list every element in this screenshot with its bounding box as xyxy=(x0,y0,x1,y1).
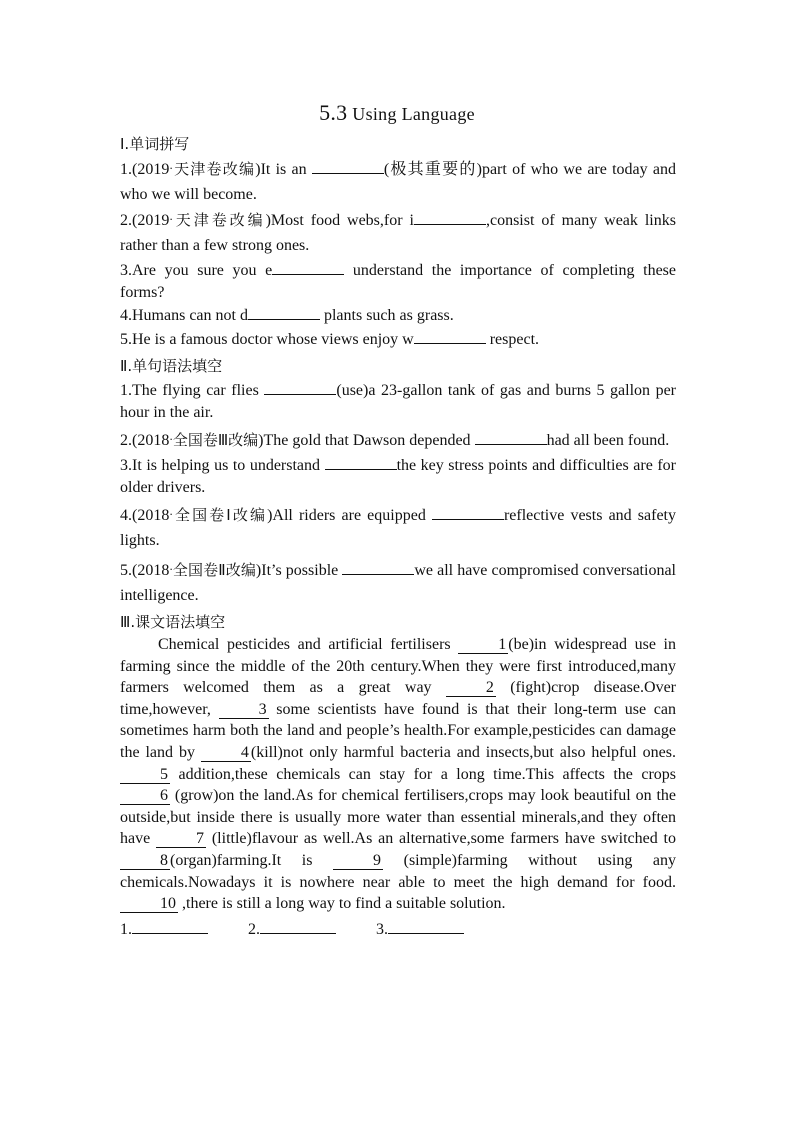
answer-blank[interactable] xyxy=(342,558,414,575)
answer-blank[interactable] xyxy=(260,917,336,934)
s1-question-3: 3.Are you sure you e understand the importance of completing these forms? xyxy=(120,258,676,303)
s1-question-5: 5.He is a famous doctor whose views enjoy w respect. xyxy=(120,327,676,351)
lesson-number: 5.3 xyxy=(319,100,348,125)
answer-line-2: 2. xyxy=(248,917,336,942)
s2-question-5: 5.(2018·全国卷Ⅱ改编)It’s possible we all have compromised conversational intelligence. xyxy=(120,557,676,608)
answer-blank[interactable] xyxy=(264,378,336,395)
page-title xyxy=(0,100,794,126)
cloze-blank-10[interactable]: 10 xyxy=(120,896,178,913)
answer-line-1: 1. xyxy=(120,917,208,942)
s2-question-2: 2.(2018·全国卷Ⅲ改编)The gold that Dawson depended had all been found. xyxy=(120,427,676,453)
cloze-blank-5[interactable]: 5 xyxy=(120,767,170,784)
s1-question-4: 4.Humans can not d plants such as grass. xyxy=(120,303,676,327)
s2-question-3: 3.It is helping us to understand the key stress points and difficulties are for older drivers. xyxy=(120,453,676,498)
cloze-blank-7[interactable]: 7 xyxy=(156,831,206,848)
s1-question-2: 2.(2019·天津卷改编)Most food webs,for i ,consist of many weak links rather than a few strong ones. xyxy=(120,207,676,258)
section2-heading: Ⅱ.单句语法填空 xyxy=(120,357,223,375)
answer-lines xyxy=(120,917,676,942)
answer-blank[interactable] xyxy=(414,327,486,344)
cloze-blank-1[interactable]: 1 xyxy=(458,637,508,654)
answer-blank[interactable] xyxy=(432,503,504,520)
worksheet-content xyxy=(120,132,676,942)
cloze-blank-6[interactable]: 6 xyxy=(120,788,170,805)
lesson-name: Using Language xyxy=(347,104,475,124)
cloze-blank-2[interactable]: 2 xyxy=(446,680,496,697)
answer-blank[interactable] xyxy=(325,453,397,470)
s1-question-1: 1.(2019·天津卷改编)It is an (极其重要的)part of who we are today and who we will become. xyxy=(120,156,676,207)
grammar-cloze-passage: Chemical pesticides and artificial fertilisers 1 (be)in widespread use in farming since the middle of the 20th century.When they were first introduced,many farmers welcomed them as a great way 2 (fight)crop disease.Over time,however, 3 some scientists have found is that their long-term use can sometimes harm both the land and people’s health.For example,pesticides can damage the land by 4 (kill)not only harmful bacteria and insects,but also helpful ones. 5 addition,these chemicals can stay for a long time.This affects the crops 6 (grow)on the land.As for chemical fertilisers,crops may look beautiful on the outside,but inside there is usually more water than essential minerals,and they often have 7 (little)flavour as well.As an alternative,some farmers have switched to 8 (organ)farming.It is 9 (simple)farming without using any chemicals.Nowadays it is nowhere near able to meet the high demand for food. 10 ,there is still a long way to find a suitable solution. xyxy=(120,636,677,913)
answer-blank[interactable] xyxy=(388,917,464,934)
answer-blank[interactable] xyxy=(272,258,344,275)
section3-heading: Ⅲ.课文语法填空 xyxy=(120,613,226,631)
cloze-blank-8[interactable]: 8 xyxy=(120,853,170,870)
answer-blank[interactable] xyxy=(475,428,547,445)
answer-blank[interactable] xyxy=(248,303,320,320)
answer-line-3: 3. xyxy=(376,917,464,942)
cloze-blank-9[interactable]: 9 xyxy=(333,853,383,870)
cloze-blank-4[interactable]: 4 xyxy=(201,745,251,762)
answer-blank[interactable] xyxy=(414,208,486,225)
cloze-blank-3[interactable]: 3 xyxy=(219,702,269,719)
section1-heading: Ⅰ.单词拼写 xyxy=(120,135,190,153)
answer-blank[interactable] xyxy=(312,157,384,174)
answer-blank[interactable] xyxy=(132,917,208,934)
s2-question-4: 4.(2018·全国卷Ⅰ改编)All riders are equipped reflective vests and safety lights. xyxy=(120,502,676,553)
s2-question-1: 1.The flying car flies (use)a 23-gallon tank of gas and burns 5 gallon per hour in the air. xyxy=(120,378,676,423)
